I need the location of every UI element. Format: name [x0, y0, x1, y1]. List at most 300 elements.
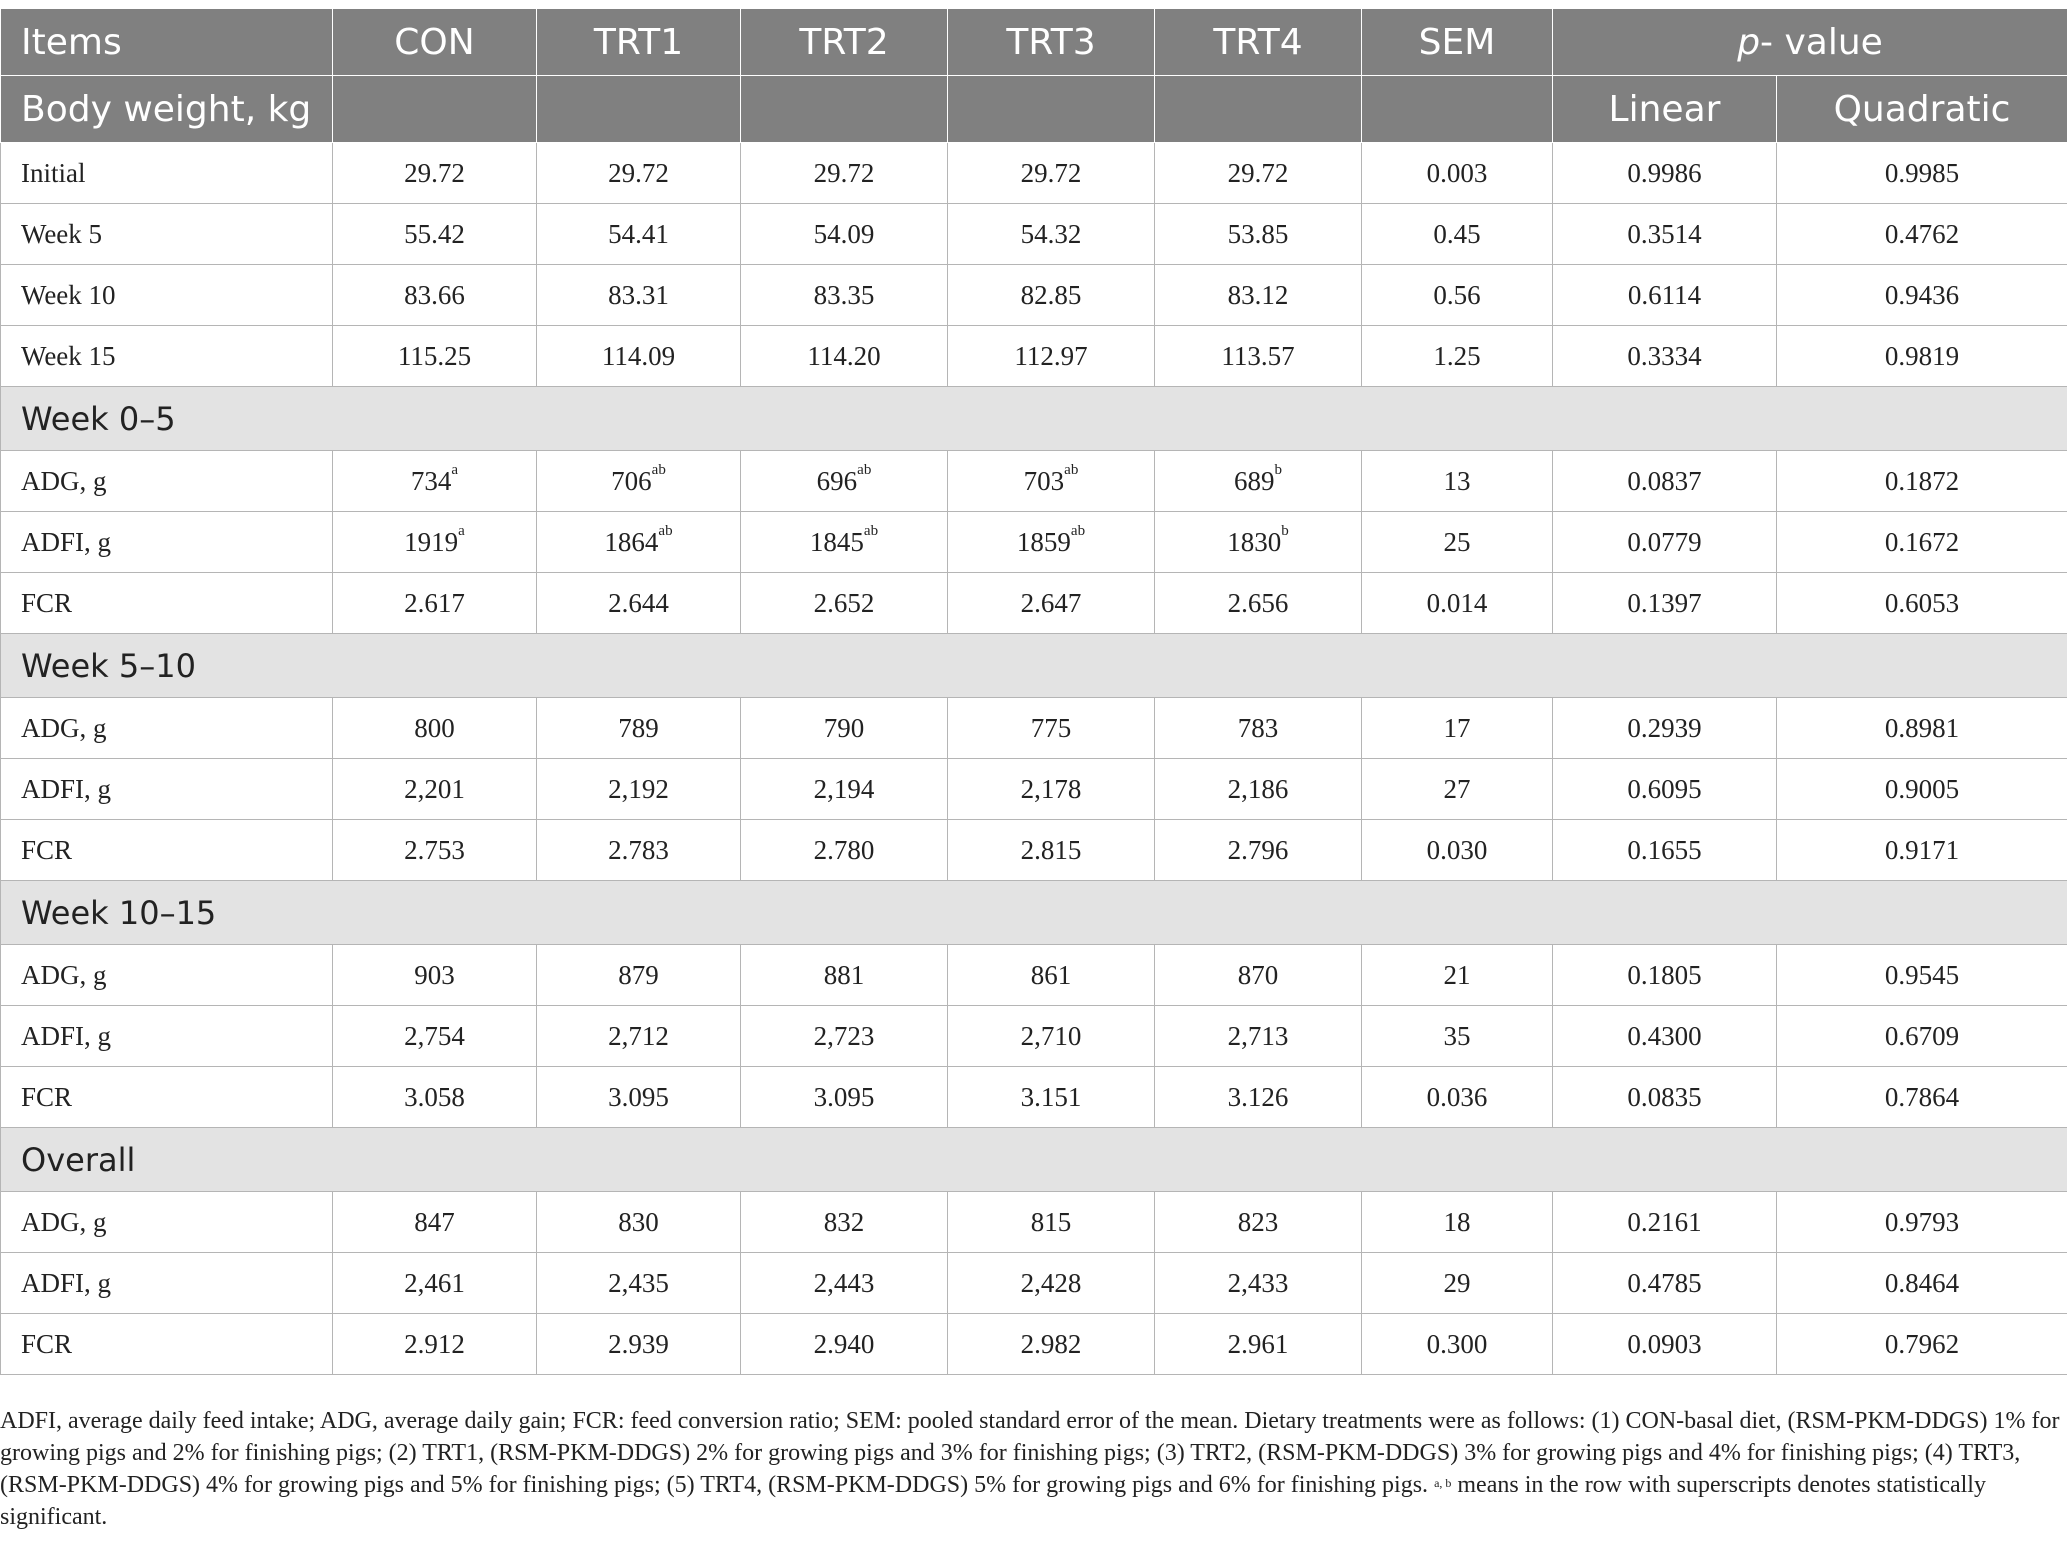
section-title: Week 10–15 [1, 881, 2067, 945]
cell-value: 790 [823, 712, 865, 743]
cell-value: 689 [1234, 465, 1275, 496]
row-label: ADG, g [1, 1192, 333, 1253]
cell-value: 0.0837 [1627, 465, 1702, 496]
table-cell [333, 451, 537, 512]
table-cell [537, 698, 741, 759]
table-cell [333, 820, 537, 881]
cell-value: 881 [823, 959, 865, 990]
cell-value: 2,443 [813, 1267, 875, 1298]
cell-value: 789 [618, 712, 659, 743]
cell-value: 2,186 [1227, 773, 1289, 804]
table-cell [741, 1067, 948, 1128]
table-cell [1553, 820, 1777, 881]
cell-value: 0.2939 [1627, 712, 1702, 743]
table-cell [1553, 1314, 1777, 1375]
table-cell [537, 945, 741, 1006]
cell-value: 1845 [809, 526, 864, 557]
cell-value: 114.20 [807, 340, 881, 371]
row-label: Week 10 [1, 265, 333, 326]
row-label: Week 5 [1, 204, 333, 265]
cell-value: 1859 [1016, 526, 1071, 557]
table-cell [1553, 204, 1777, 265]
table-cell [537, 451, 741, 512]
section-row [1, 1128, 2067, 1192]
cell-value: 2.796 [1227, 834, 1289, 865]
cell-value: 0.9545 [1884, 959, 1960, 990]
cell-value: 2,713 [1227, 1020, 1289, 1051]
cell-value: 83.12 [1227, 279, 1289, 310]
table-cell [1362, 1192, 1553, 1253]
table-cell [1553, 1006, 1777, 1067]
cell-superscript: b [1281, 522, 1289, 539]
cell-value: 18 [1443, 1206, 1471, 1237]
cell-value: 54.32 [1020, 218, 1082, 249]
table-cell [1155, 945, 1362, 1006]
table-cell [333, 265, 537, 326]
cell-value: 0.9819 [1884, 340, 1960, 371]
cell-value: 54.41 [608, 218, 669, 249]
cell-value: 25 [1443, 526, 1471, 557]
table-cell [1777, 573, 2067, 634]
cell-value: 2.982 [1020, 1328, 1082, 1359]
table-cell [741, 451, 948, 512]
table-cell [1777, 143, 2067, 204]
table-row [1, 759, 2067, 820]
table-cell [948, 945, 1155, 1006]
cell-value: 112.97 [1014, 340, 1088, 371]
table-cell [948, 820, 1155, 881]
cell-value: 2.652 [813, 587, 875, 618]
table-cell [1362, 204, 1553, 265]
table-cell [1553, 698, 1777, 759]
table-cell [741, 945, 948, 1006]
row-label: ADG, g [1, 698, 333, 759]
table-cell [1777, 820, 2067, 881]
table-cell [537, 1067, 741, 1128]
table-cell [333, 512, 537, 573]
table-cell [741, 143, 948, 204]
table-cell [1362, 326, 1553, 387]
cell-value: 0.4300 [1627, 1020, 1702, 1051]
cell-value: 2.617 [404, 587, 465, 618]
cell-value: 35 [1443, 1020, 1471, 1051]
table-cell [537, 326, 741, 387]
cell-value: 83.31 [608, 279, 669, 310]
cell-value: 2.656 [1227, 587, 1289, 618]
table-cell [741, 204, 948, 265]
cell-value: 2,192 [608, 773, 669, 804]
table-cell [537, 1192, 741, 1253]
row-label: ADFI, g [1, 512, 333, 573]
table-cell [741, 759, 948, 820]
table-cell [741, 820, 948, 881]
cell-value: 2,723 [813, 1020, 875, 1051]
table-row [1, 1006, 2067, 1067]
table-cell [1777, 265, 2067, 326]
table-cell [1362, 1006, 1553, 1067]
table-cell [537, 265, 741, 326]
table-cell [333, 1253, 537, 1314]
table-cell [741, 512, 948, 573]
table-cell [333, 573, 537, 634]
cell-value: 29.72 [608, 157, 669, 188]
cell-value: 2.940 [813, 1328, 875, 1359]
table-cell [948, 143, 1155, 204]
cell-value: 0.030 [1426, 834, 1488, 865]
table-cell [1553, 143, 1777, 204]
header-quadratic: Quadratic [1777, 76, 2067, 143]
section-title: Week 5–10 [1, 634, 2067, 698]
cell-value: 2.647 [1020, 587, 1082, 618]
table-cell [537, 759, 741, 820]
table-cell [948, 451, 1155, 512]
table-cell [1777, 1192, 2067, 1253]
table-cell [741, 326, 948, 387]
section-row [1, 634, 2067, 698]
cell-superscript: a [451, 461, 459, 478]
cell-value: 113.57 [1221, 340, 1295, 371]
section-row [1, 387, 2067, 451]
table-cell [333, 143, 537, 204]
header-sem: SEM [1362, 9, 1553, 76]
table-cell [537, 1314, 741, 1375]
cell-value: 29.72 [1227, 157, 1289, 188]
table-row [1, 1314, 2067, 1375]
table-row [1, 204, 2067, 265]
cell-value: 0.036 [1426, 1081, 1488, 1112]
cell-value: 823 [1237, 1206, 1279, 1237]
cell-value: 29 [1443, 1267, 1471, 1298]
header-blank [537, 76, 741, 143]
cell-value: 815 [1030, 1206, 1072, 1237]
row-label: Week 15 [1, 326, 333, 387]
table-cell [1777, 451, 2067, 512]
table-cell [948, 1006, 1155, 1067]
table-cell [1155, 512, 1362, 573]
table-cell [537, 204, 741, 265]
header-row-2 [1, 76, 2067, 143]
growth-performance-table [0, 8, 2067, 1375]
table-cell [333, 204, 537, 265]
cell-value: 0.0835 [1627, 1081, 1702, 1112]
table-cell [1777, 1314, 2067, 1375]
cell-value: 55.42 [404, 218, 465, 249]
footnote-text: ADFI, average daily feed intake; ADG, average daily gain; FCR: feed conversion ratio; SEM: pooled standard error of the mean. Dietary treatments were as follows: (1) CON-basal diet, (RSM-PKM-DDGS) 1% for growing pigs and 2% for finishing pigs; (2) TRT1, (RSM-PKM-DDGS) 2% for growing pigs and 3% for finishing pigs; (3) TRT2, (RSM-PKM-DDGS) 3% for growing pigs and 4% for finishing pigs; (4) TRT3, (RSM-PKM-DDGS) 4% for growing pigs and 5% for finishing pigs; (5) TRT4, (RSM-PKM-DDGS) 5% for growing pigs and 6% for finishing pigs. [0, 1408, 2060, 1498]
footnote-superscript: a, b [1434, 1476, 1452, 1490]
cell-value: 0.4762 [1884, 218, 1960, 249]
cell-value: 53.85 [1227, 218, 1289, 249]
table-row [1, 1192, 2067, 1253]
cell-value: 0.7864 [1884, 1081, 1960, 1112]
table-cell [1155, 1192, 1362, 1253]
table-cell [1155, 326, 1362, 387]
table-cell [333, 1067, 537, 1128]
cell-value: 870 [1237, 959, 1279, 990]
table-cell [1777, 945, 2067, 1006]
row-label: ADG, g [1, 945, 333, 1006]
cell-value: 2.753 [404, 834, 465, 865]
row-label: FCR [1, 820, 333, 881]
table-cell [537, 1006, 741, 1067]
cell-value: 0.0779 [1627, 526, 1702, 557]
table-cell [1155, 820, 1362, 881]
table-row [1, 573, 2067, 634]
cell-value: 0.003 [1426, 157, 1488, 188]
cell-value: 3.095 [608, 1081, 669, 1112]
table-row [1, 326, 2067, 387]
table-cell [1777, 326, 2067, 387]
cell-superscript: ab [1064, 461, 1079, 478]
cell-value: 0.45 [1433, 218, 1481, 249]
footnote-tail: means in the row with superscripts denotes statistically significant. [0, 1472, 1986, 1530]
cell-value: 1.25 [1433, 340, 1481, 371]
table-cell [948, 1067, 1155, 1128]
table-container [0, 8, 2067, 1375]
table-cell [537, 820, 741, 881]
table-row [1, 451, 2067, 512]
cell-value: 0.2161 [1627, 1206, 1702, 1237]
cell-value: 2.815 [1020, 834, 1082, 865]
section-title: Week 0–5 [1, 387, 2067, 451]
cell-value: 2,194 [813, 773, 875, 804]
cell-value: 0.1655 [1627, 834, 1702, 865]
table-cell [741, 1192, 948, 1253]
table-cell [1362, 573, 1553, 634]
table-cell [948, 265, 1155, 326]
cell-value: 0.0903 [1627, 1328, 1702, 1359]
cell-value: 2,433 [1227, 1267, 1289, 1298]
cell-value: 2,710 [1020, 1020, 1082, 1051]
cell-value: 2.644 [608, 587, 669, 618]
header-blank [741, 76, 948, 143]
cell-value: 0.8464 [1884, 1267, 1960, 1298]
table-cell [948, 759, 1155, 820]
row-label: FCR [1, 1314, 333, 1375]
table-cell [1155, 204, 1362, 265]
cell-value: 2.961 [1227, 1328, 1289, 1359]
table-cell [1362, 451, 1553, 512]
table-row [1, 1067, 2067, 1128]
table-cell [333, 945, 537, 1006]
table-cell [1362, 143, 1553, 204]
cell-value: 775 [1030, 712, 1072, 743]
table-cell [948, 204, 1155, 265]
header-blank [1362, 76, 1553, 143]
cell-value: 800 [414, 712, 455, 743]
table-cell [1362, 698, 1553, 759]
cell-value: 2.783 [608, 834, 669, 865]
table-cell [1362, 945, 1553, 1006]
cell-value: 13 [1443, 465, 1471, 496]
table-cell [1553, 512, 1777, 573]
cell-superscript: ab [658, 522, 673, 539]
cell-value: 115.25 [397, 340, 472, 371]
table-row [1, 1253, 2067, 1314]
table-cell [1553, 759, 1777, 820]
header-p-value [1553, 9, 2067, 76]
header-linear: Linear [1553, 76, 1777, 143]
cell-value: 29.72 [1020, 157, 1082, 188]
cell-value: 3.095 [813, 1081, 875, 1112]
table-cell [1553, 451, 1777, 512]
table-cell [948, 573, 1155, 634]
cell-superscript: ab [651, 461, 666, 478]
table-cell [948, 512, 1155, 573]
cell-value: 21 [1443, 959, 1471, 990]
table-cell [537, 143, 741, 204]
table-cell [333, 1314, 537, 1375]
section-row [1, 881, 2067, 945]
table-cell [1155, 1253, 1362, 1314]
header-blank [948, 76, 1155, 143]
table-header [1, 9, 2067, 143]
header-trt3: TRT3 [948, 9, 1155, 76]
cell-value: 0.9005 [1884, 773, 1960, 804]
cell-value: 0.6114 [1627, 279, 1702, 310]
cell-value: 2,435 [608, 1267, 669, 1298]
row-label: ADG, g [1, 451, 333, 512]
header-items: Items [1, 9, 333, 76]
table-cell [741, 265, 948, 326]
cell-value: 27 [1443, 773, 1471, 804]
cell-value: 0.8981 [1884, 712, 1960, 743]
cell-value: 0.300 [1426, 1328, 1488, 1359]
table-cell [1362, 759, 1553, 820]
cell-value: 0.56 [1433, 279, 1481, 310]
table-cell [741, 1006, 948, 1067]
table-cell [948, 326, 1155, 387]
cell-value: 2,428 [1020, 1267, 1082, 1298]
table-row [1, 512, 2067, 573]
cell-value: 847 [414, 1206, 455, 1237]
table-cell [948, 1192, 1155, 1253]
table-cell [1553, 265, 1777, 326]
cell-value: 3.126 [1227, 1081, 1289, 1112]
header-trt4: TRT4 [1155, 9, 1362, 76]
table-cell [948, 698, 1155, 759]
table-cell [1362, 820, 1553, 881]
table-cell [1155, 1067, 1362, 1128]
cell-value: 0.7962 [1884, 1328, 1960, 1359]
cell-value: 1919 [404, 526, 459, 557]
cell-value: 2,754 [404, 1020, 465, 1051]
cell-value: 0.1397 [1627, 587, 1702, 618]
cell-value: 0.9985 [1884, 157, 1960, 188]
table-cell [741, 1314, 948, 1375]
cell-value: 2,712 [608, 1020, 669, 1051]
cell-value: 0.6095 [1627, 773, 1702, 804]
cell-value: 0.9986 [1627, 157, 1702, 188]
table-row [1, 143, 2067, 204]
cell-value: 696 [816, 465, 858, 496]
table-cell [948, 1314, 1155, 1375]
cell-value: 82.85 [1020, 279, 1082, 310]
table-cell [1553, 1192, 1777, 1253]
p-value-rest: - value [1760, 21, 1883, 63]
cell-superscript: ab [1070, 522, 1086, 539]
header-trt1: TRT1 [537, 9, 741, 76]
table-row [1, 698, 2067, 759]
row-label: ADFI, g [1, 759, 333, 820]
table-cell [537, 512, 741, 573]
cell-value: 3.151 [1020, 1081, 1082, 1112]
table-cell [1777, 698, 2067, 759]
cell-value: 83.66 [404, 279, 465, 310]
cell-value: 2.912 [404, 1328, 465, 1359]
row-label: Initial [1, 143, 333, 204]
cell-superscript: ab [863, 522, 879, 539]
cell-value: 0.014 [1426, 587, 1488, 618]
table-body [1, 143, 2067, 1375]
cell-value: 29.72 [813, 157, 875, 188]
cell-value: 783 [1237, 712, 1279, 743]
table-cell [1777, 512, 2067, 573]
header-blank [1155, 76, 1362, 143]
cell-value: 830 [618, 1206, 659, 1237]
table-cell [741, 698, 948, 759]
cell-value: 1864 [604, 526, 659, 557]
table-cell [1155, 451, 1362, 512]
cell-value: 0.9171 [1884, 834, 1960, 865]
table-cell [1155, 265, 1362, 326]
cell-value: 0.3334 [1627, 340, 1702, 371]
table-cell [1777, 1006, 2067, 1067]
cell-value: 3.058 [404, 1081, 465, 1112]
cell-value: 1830 [1227, 526, 1282, 557]
row-label: FCR [1, 573, 333, 634]
cell-value: 0.1805 [1627, 959, 1702, 990]
table-footnote [0, 1405, 2060, 1533]
cell-value: 0.1672 [1884, 526, 1960, 557]
cell-value: 0.4785 [1627, 1267, 1702, 1298]
row-label: FCR [1, 1067, 333, 1128]
cell-superscript: a [458, 522, 465, 539]
table-cell [1777, 204, 2067, 265]
table-cell [1362, 512, 1553, 573]
cell-value: 2.939 [608, 1328, 669, 1359]
table-cell [1362, 265, 1553, 326]
table-cell [1155, 698, 1362, 759]
table-row [1, 820, 2067, 881]
cell-superscript: b [1274, 461, 1282, 478]
cell-value: 2,201 [404, 773, 465, 804]
cell-value: 83.35 [813, 279, 875, 310]
table-row [1, 265, 2067, 326]
table-cell [333, 1006, 537, 1067]
table-cell [1777, 1253, 2067, 1314]
cell-value: 0.9436 [1884, 279, 1960, 310]
cell-value: 0.3514 [1627, 218, 1702, 249]
header-con: CON [333, 9, 537, 76]
table-cell [333, 759, 537, 820]
cell-value: 703 [1023, 465, 1065, 496]
table-cell [537, 1253, 741, 1314]
table-cell [333, 698, 537, 759]
cell-value: 832 [823, 1206, 865, 1237]
header-body-weight: Body weight, kg [1, 76, 333, 143]
table-cell [1155, 573, 1362, 634]
table-cell [1155, 759, 1362, 820]
table-cell [1362, 1314, 1553, 1375]
table-cell [741, 573, 948, 634]
row-label: ADFI, g [1, 1253, 333, 1314]
table-cell [1777, 1067, 2067, 1128]
cell-superscript: ab [857, 461, 872, 478]
table-cell [1362, 1253, 1553, 1314]
cell-value: 114.09 [601, 340, 676, 371]
table-row [1, 945, 2067, 1006]
cell-value: 734 [410, 465, 452, 496]
